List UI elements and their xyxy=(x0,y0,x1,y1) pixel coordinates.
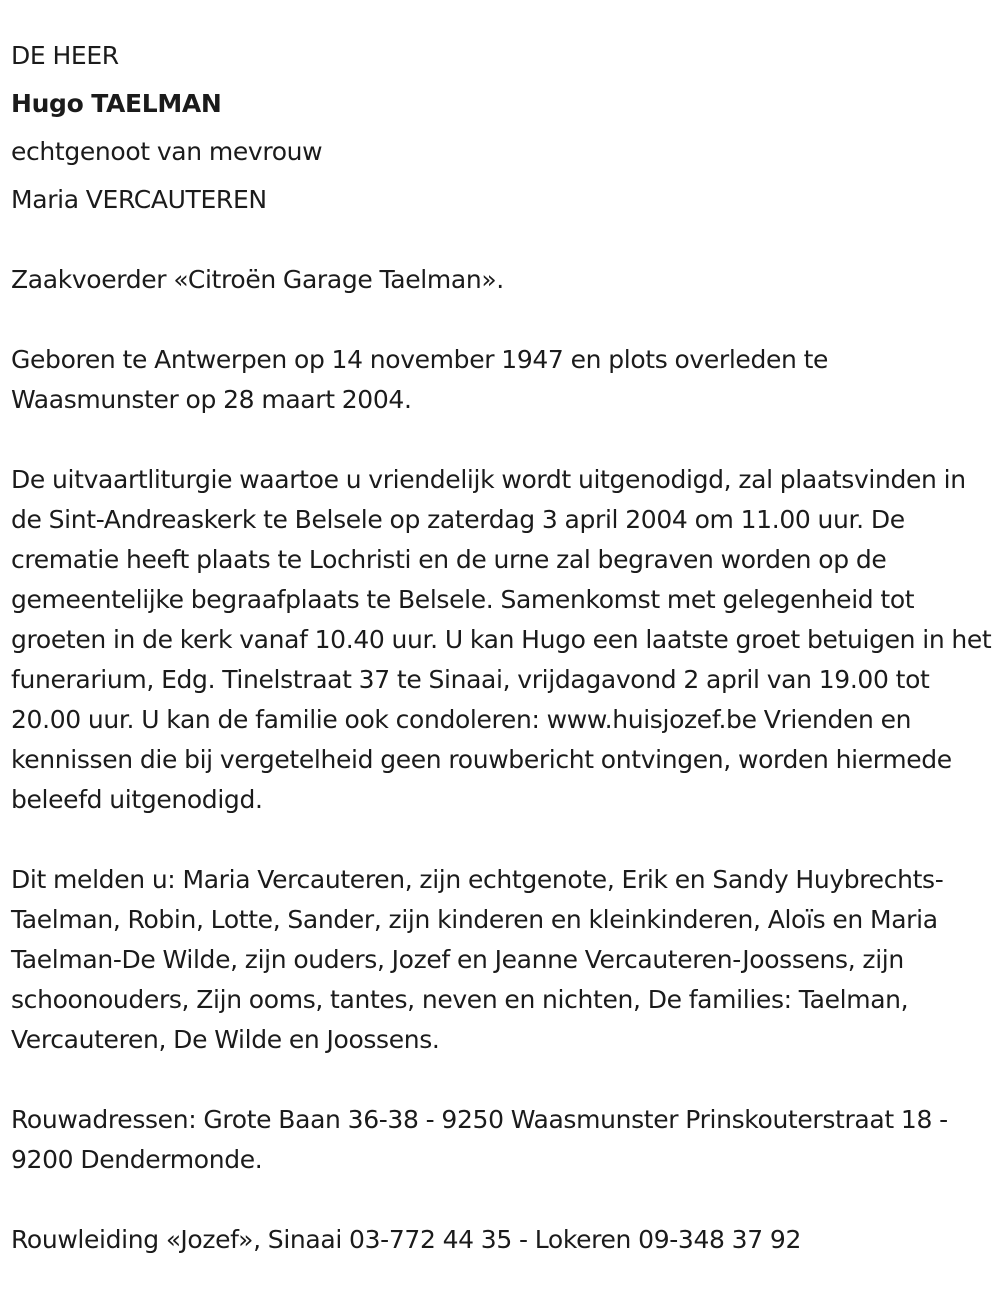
birth-death-paragraph: Geboren te Antwerpen op 14 november 1947 en plots overleden te Waasmunster op 28 maart 2004. xyxy=(11,345,829,414)
funeral-paragraph: De uitvaartliturgie waartoe u vriendelijk wordt uitgenodigd, zal plaatsvinden in de Sint-Andreaskerk te Belsele op zaterdag 3 april 2004 om 11.00 uur. De crematie heeft plaats te Lochristi en de urne zal begraven worden op de gemeentelijke begraafplaats te Belsele. Samenkomst met gelegenheid tot groeten in de kerk vanaf 10.40 uur. U kan Hugo een laatste groet betuigen in het funerarium, Edg. Tinelstraat 37 te Sinaai, vrijdagavond 2 april van 19.00 tot 20.00 uur. U kan de familie ook condoleren: www.huisjozef.be Vrienden en kennissen die bij vergetelheid geen rouwbericht ontvingen, worden hiermede beleefd uitgenodigd. xyxy=(11,465,992,814)
occupation-paragraph: Zaakvoerder «Citroën Garage Taelman». xyxy=(11,265,504,294)
obituary-document xyxy=(11,36,993,1260)
relation-text: echtgenoot van mevrouw xyxy=(11,137,323,166)
deceased-name: Hugo TAELMAN xyxy=(11,89,222,118)
spouse-name: Maria VERCAUTEREN xyxy=(11,185,267,214)
family-paragraph: Dit melden u: Maria Vercauteren, zijn echtgenote, Erik en Sandy Huybrechts-Taelman, Robin, Lotte, Sander, zijn kinderen en kleinkinderen, Aloïs en Maria Taelman-De Wilde, zijn ouders, Jozef en Jeanne Vercauteren-Joossens, zijn schoonouders, Zijn ooms, tantes, neven en nichten, De families: Taelman, Vercauteren, De Wilde en Joossens. xyxy=(11,865,944,1054)
honorific-title: DE HEER xyxy=(11,41,119,70)
undertaker-paragraph: Rouwleiding «Jozef», Sinaai 03-772 44 35 - Lokeren 09-348 37 92 xyxy=(11,1225,802,1254)
addresses-paragraph: Rouwadressen: Grote Baan 36-38 - 9250 Waasmunster Prinskouterstraat 18 - 9200 Dendermonde. xyxy=(11,1105,948,1174)
